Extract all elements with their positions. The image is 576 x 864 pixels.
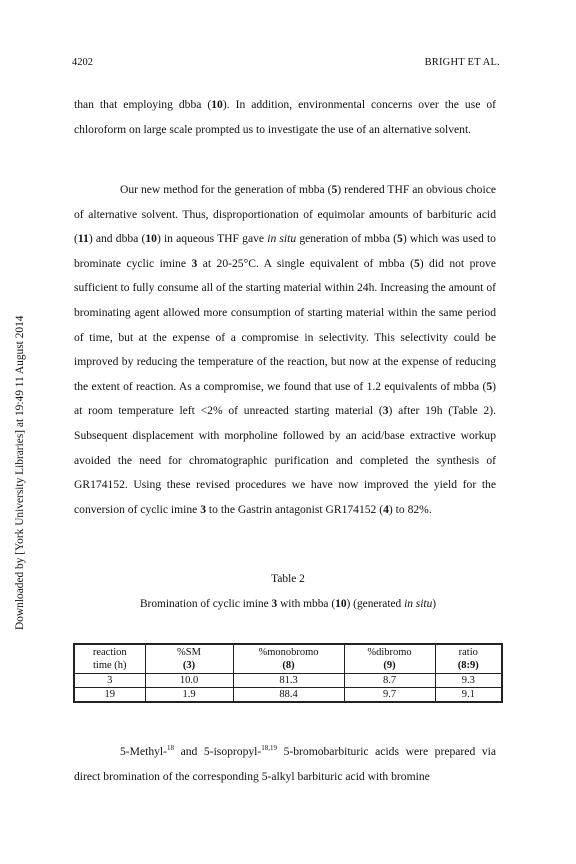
- page-header: [72, 57, 500, 73]
- table-title: Table 2: [271, 573, 305, 585]
- column-header: reaction time (h): [74, 644, 145, 674]
- paragraph-2: Our new method for the generation of mbba (5) rendered THF an obvious choice of alternative solvent. Thus, disproportionation of equimolar amounts of barbituric acid (11) and dbba (10) in aqueous THF gave in situ generation of mbba (5) which was used to brominate cyclic imine 3 at 20-25°C. A single equivalent of mbba (5) did not prove sufficient to fully consume all of the starting material within 24h. Increasing the amount of brominating agent allowed more consumption of starting material within the same period of time, but at the expense of a compromise in selectivity. This selectivity could be improved by reducing the temperature of the reaction, but now at the expense of reducing the extent of reaction. As a compromise, we found that use of 1.2 equivalents of mbba (5) at room temperature left <2% of unreacted starting material (3) after 19h (Table 2). Subsequent displacement with morpholine followed by an acid/base extractive workup avoided the need for chromatographic purification and completed the synthesis of GR174152. Using these revised procedures we have now improved the yield for the conversion of cyclic imine 3 to the Gastrin antagonist GR174152 (4) to 82%.: [74, 183, 496, 516]
- column-header: %SM (3): [145, 644, 233, 674]
- table-header-row: [74, 644, 502, 674]
- table-cell: 88.4: [233, 688, 344, 703]
- column-header: %dibromo (9): [344, 644, 435, 674]
- table-row: [74, 688, 502, 703]
- table-cell: 8.7: [344, 674, 435, 688]
- table-cell: 1.9: [145, 688, 233, 703]
- table-cell: 10.0: [145, 674, 233, 688]
- paragraph-1: than that employing dbba (10). In addition, environmental concerns over the use of chloroform on large scale prompted us to investigate the use of an alternative solvent.: [74, 98, 496, 136]
- results-table: [73, 643, 503, 703]
- table-row: [74, 674, 502, 688]
- running-head: BRIGHT ET AL.: [424, 57, 500, 68]
- table-cell: 9.3: [435, 674, 502, 688]
- table-cell: 3: [74, 674, 145, 688]
- table-cell: 9.7: [344, 688, 435, 703]
- download-note: Downloaded by [York University Libraries] at 19:49 11 August 2014: [14, 315, 26, 630]
- table-cell: 19: [74, 688, 145, 703]
- table-cell: 9.1: [435, 688, 502, 703]
- page-number: 4202: [72, 57, 93, 68]
- table-caption: Bromination of cyclic imine 3 with mbba (10) (generated in situ): [139, 598, 437, 610]
- column-header: %monobromo (8): [233, 644, 344, 674]
- table-cell: 81.3: [233, 674, 344, 688]
- paragraph-3: 5-Methyl-$^{18}$ and 5-isopropyl-$^{18,19}$ 5-bromobarbituric acids were prepared via direct bromination of the corresponding 5-alkyl barbituric acid with bromine: [74, 744, 496, 783]
- column-header: ratio (8:9): [435, 644, 502, 674]
